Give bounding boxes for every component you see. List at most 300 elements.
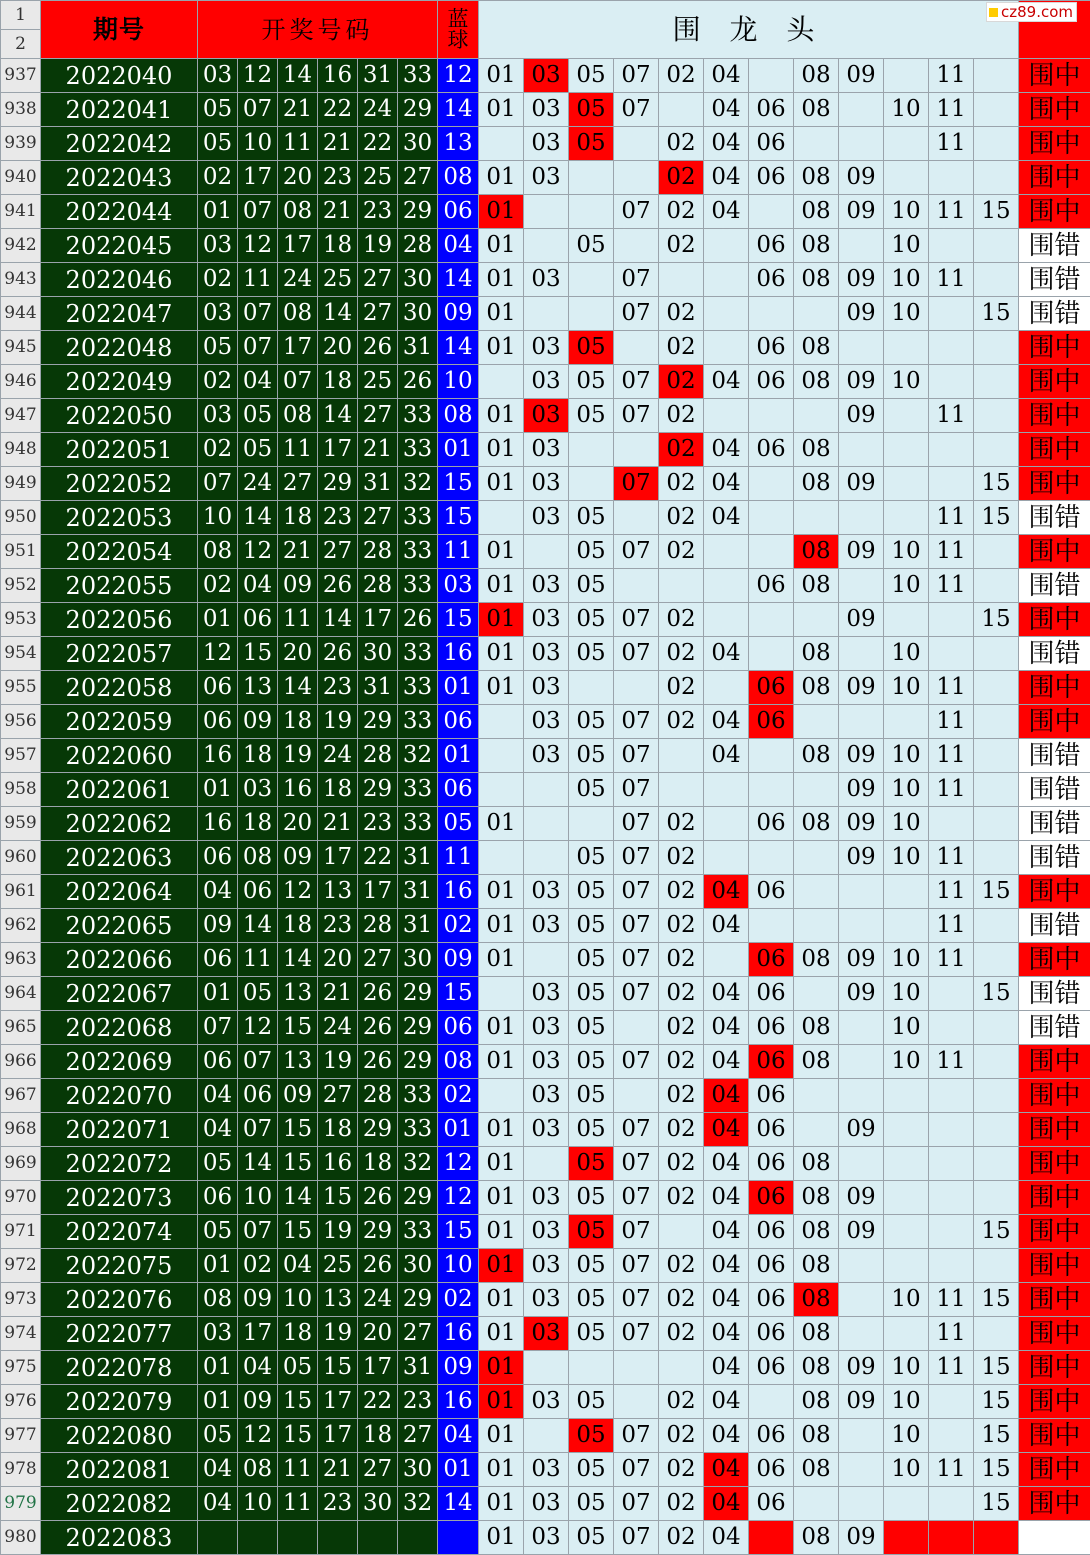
weilongtou-cell[interactable]	[974, 535, 1019, 569]
row-number[interactable]: 975	[1, 1351, 41, 1385]
weilongtou-cell[interactable]	[524, 841, 569, 875]
red-ball-cell[interactable]: 06	[198, 943, 238, 977]
result-cell[interactable]: 围中	[1019, 1317, 1090, 1351]
weilongtou-cell[interactable]: 03	[524, 671, 569, 705]
blue-ball-cell[interactable]: 15	[438, 603, 479, 637]
weilongtou-cell[interactable]	[839, 501, 884, 535]
blue-ball-cell[interactable]: 14	[438, 1487, 479, 1521]
weilongtou-cell[interactable]: 07	[614, 195, 659, 229]
period-cell[interactable]: 2022075	[41, 1249, 198, 1283]
weilongtou-cell[interactable]: 01	[479, 161, 524, 195]
weilongtou-cell[interactable]: 10	[884, 1385, 929, 1419]
red-ball-cell[interactable]: 27	[358, 501, 398, 535]
weilongtou-cell[interactable]: 07	[614, 1487, 659, 1521]
weilongtou-cell[interactable]	[929, 603, 974, 637]
weilongtou-header[interactable]: 围 龙 头	[479, 1, 1019, 59]
weilongtou-cell[interactable]: 15	[974, 297, 1019, 331]
red-ball-cell[interactable]: 22	[358, 127, 398, 161]
weilongtou-cell[interactable]: 15	[974, 875, 1019, 909]
weilongtou-cell[interactable]: 03	[524, 263, 569, 297]
weilongtou-cell[interactable]: 04	[704, 93, 749, 127]
weilongtou-cell[interactable]: 09	[839, 807, 884, 841]
weilongtou-cell[interactable]: 07	[614, 1181, 659, 1215]
red-ball-cell[interactable]: 14	[278, 671, 318, 705]
weilongtou-cell[interactable]	[569, 433, 614, 467]
weilongtou-cell[interactable]: 05	[569, 1113, 614, 1147]
weilongtou-cell[interactable]	[704, 229, 749, 263]
weilongtou-cell[interactable]: 08	[794, 263, 839, 297]
weilongtou-cell[interactable]	[839, 127, 884, 161]
weilongtou-cell[interactable]	[929, 1113, 974, 1147]
red-ball-cell[interactable]: 05	[238, 433, 278, 467]
red-ball-cell[interactable]: 29	[398, 1045, 438, 1079]
red-ball-cell[interactable]: 21	[318, 807, 358, 841]
weilongtou-cell[interactable]	[749, 535, 794, 569]
weilongtou-cell[interactable]: 01	[479, 1045, 524, 1079]
red-ball-cell[interactable]: 29	[398, 195, 438, 229]
red-ball-cell[interactable]: 26	[358, 1011, 398, 1045]
weilongtou-cell[interactable]: 07	[614, 841, 659, 875]
weilongtou-cell[interactable]	[884, 59, 929, 93]
weilongtou-cell[interactable]: 02	[659, 535, 704, 569]
site-logo[interactable]	[986, 2, 1077, 22]
blue-ball-cell[interactable]: 06	[438, 1011, 479, 1045]
weilongtou-cell[interactable]: 02	[659, 1453, 704, 1487]
weilongtou-cell[interactable]	[839, 93, 884, 127]
weilongtou-cell[interactable]: 02	[659, 1419, 704, 1453]
red-ball-cell[interactable]: 04	[198, 1079, 238, 1113]
weilongtou-cell[interactable]: 07	[614, 1045, 659, 1079]
weilongtou-cell[interactable]	[884, 161, 929, 195]
red-ball-cell[interactable]: 21	[278, 93, 318, 127]
result-cell[interactable]: 围中	[1019, 705, 1090, 739]
row-number[interactable]: 941	[1, 195, 41, 229]
red-ball-cell[interactable]: 03	[198, 297, 238, 331]
weilongtou-cell[interactable]: 05	[569, 365, 614, 399]
weilongtou-cell[interactable]	[839, 1011, 884, 1045]
red-ball-cell[interactable]: 13	[238, 671, 278, 705]
weilongtou-cell[interactable]: 06	[749, 1215, 794, 1249]
red-ball-cell[interactable]: 23	[318, 161, 358, 195]
red-ball-cell[interactable]: 27	[358, 297, 398, 331]
weilongtou-cell[interactable]	[524, 297, 569, 331]
red-ball-cell[interactable]: 18	[318, 1113, 358, 1147]
weilongtou-cell[interactable]	[479, 705, 524, 739]
red-ball-cell[interactable]: 32	[398, 1487, 438, 1521]
weilongtou-cell[interactable]: 07	[614, 1113, 659, 1147]
red-ball-cell[interactable]: 27	[398, 161, 438, 195]
weilongtou-cell[interactable]	[974, 433, 1019, 467]
weilongtou-cell[interactable]: 04	[704, 1283, 749, 1317]
row-number[interactable]: 979	[1, 1487, 41, 1521]
blue-ball-cell[interactable]: 06	[438, 773, 479, 807]
red-ball-cell[interactable]: 05	[238, 977, 278, 1011]
weilongtou-cell[interactable]: 09	[839, 1385, 884, 1419]
weilongtou-cell[interactable]: 10	[884, 297, 929, 331]
weilongtou-cell[interactable]: 15	[974, 1453, 1019, 1487]
weilongtou-cell[interactable]: 05	[569, 399, 614, 433]
blue-ball-cell[interactable]: 11	[438, 841, 479, 875]
red-ball-cell[interactable]: 14	[318, 297, 358, 331]
blue-ball-cell[interactable]: 04	[438, 229, 479, 263]
weilongtou-cell[interactable]: 02	[659, 875, 704, 909]
result-cell[interactable]: 围错	[1019, 263, 1090, 297]
weilongtou-cell[interactable]: 04	[704, 977, 749, 1011]
period-cell[interactable]: 2022041	[41, 93, 198, 127]
weilongtou-cell[interactable]: 02	[659, 229, 704, 263]
row-number[interactable]: 964	[1, 977, 41, 1011]
weilongtou-cell[interactable]: 02	[659, 603, 704, 637]
weilongtou-hit-cell[interactable]: 02	[659, 365, 704, 399]
weilongtou-cell[interactable]	[614, 161, 659, 195]
result-cell[interactable]: 围错	[1019, 569, 1090, 603]
weilongtou-cell[interactable]: 07	[614, 705, 659, 739]
red-ball-cell[interactable]: 33	[398, 671, 438, 705]
weilongtou-cell[interactable]: 02	[659, 1181, 704, 1215]
period-cell[interactable]: 2022055	[41, 569, 198, 603]
weilongtou-cell[interactable]: 09	[839, 161, 884, 195]
weilongtou-cell[interactable]: 01	[479, 59, 524, 93]
blue-ball-cell[interactable]: 02	[438, 909, 479, 943]
period-cell[interactable]: 2022074	[41, 1215, 198, 1249]
red-ball-cell[interactable]: 33	[398, 1215, 438, 1249]
weilongtou-cell[interactable]	[839, 229, 884, 263]
weilongtou-cell[interactable]: 03	[524, 739, 569, 773]
weilongtou-cell[interactable]: 04	[704, 501, 749, 535]
red-ball-cell[interactable]: 28	[358, 1079, 398, 1113]
red-ball-cell[interactable]: 06	[238, 1079, 278, 1113]
weilongtou-cell[interactable]: 07	[614, 773, 659, 807]
red-ball-cell[interactable]: 08	[238, 1453, 278, 1487]
weilongtou-hit-cell[interactable]: 01	[479, 1249, 524, 1283]
weilongtou-cell[interactable]	[974, 841, 1019, 875]
red-ball-cell[interactable]: 07	[238, 331, 278, 365]
weilongtou-cell[interactable]: 07	[614, 1317, 659, 1351]
weilongtou-cell[interactable]	[614, 671, 659, 705]
red-ball-cell[interactable]: 09	[238, 1385, 278, 1419]
red-ball-cell[interactable]: 29	[398, 1181, 438, 1215]
weilongtou-cell[interactable]	[974, 909, 1019, 943]
weilongtou-cell[interactable]	[884, 875, 929, 909]
red-ball-cell[interactable]: 13	[278, 977, 318, 1011]
weilongtou-cell[interactable]	[929, 1181, 974, 1215]
weilongtou-cell[interactable]: 03	[524, 977, 569, 1011]
weilongtou-cell[interactable]: 02	[659, 1011, 704, 1045]
red-ball-cell[interactable]	[358, 1521, 398, 1555]
result-cell[interactable]: 围中	[1019, 1181, 1090, 1215]
weilongtou-cell[interactable]: 02	[659, 807, 704, 841]
weilongtou-cell[interactable]: 02	[659, 1045, 704, 1079]
row-number[interactable]: 969	[1, 1147, 41, 1181]
weilongtou-cell[interactable]	[749, 297, 794, 331]
blue-ball-cell[interactable]: 01	[438, 671, 479, 705]
weilongtou-cell[interactable]	[929, 161, 974, 195]
red-ball-cell[interactable]: 33	[398, 807, 438, 841]
weilongtou-cell[interactable]: 04	[704, 1249, 749, 1283]
weilongtou-cell[interactable]: 07	[614, 739, 659, 773]
weilongtou-cell[interactable]: 15	[974, 1215, 1019, 1249]
red-ball-cell[interactable]: 12	[238, 59, 278, 93]
weilongtou-cell[interactable]	[524, 229, 569, 263]
weilongtou-cell[interactable]	[839, 1079, 884, 1113]
red-ball-cell[interactable]: 06	[238, 603, 278, 637]
weilongtou-cell[interactable]: 03	[524, 1385, 569, 1419]
period-cell[interactable]: 2022066	[41, 943, 198, 977]
red-ball-cell[interactable]: 14	[238, 501, 278, 535]
weilongtou-cell[interactable]: 02	[659, 1079, 704, 1113]
row-number[interactable]: 957	[1, 739, 41, 773]
weilongtou-cell[interactable]	[659, 569, 704, 603]
weilongtou-cell[interactable]: 04	[704, 909, 749, 943]
weilongtou-cell[interactable]: 11	[929, 841, 974, 875]
red-ball-cell[interactable]: 26	[358, 1045, 398, 1079]
red-ball-cell[interactable]: 20	[358, 1317, 398, 1351]
weilongtou-cell[interactable]	[524, 535, 569, 569]
weilongtou-cell[interactable]: 04	[704, 1317, 749, 1351]
red-ball-cell[interactable]: 17	[358, 875, 398, 909]
weilongtou-hit-cell[interactable]: 04	[704, 1487, 749, 1521]
weilongtou-cell[interactable]: 02	[659, 1147, 704, 1181]
blue-ball-cell[interactable]: 14	[438, 263, 479, 297]
weilongtou-cell[interactable]	[884, 909, 929, 943]
result-cell[interactable]: 围错	[1019, 977, 1090, 1011]
weilongtou-cell[interactable]: 03	[524, 637, 569, 671]
red-ball-cell[interactable]: 18	[318, 773, 358, 807]
weilongtou-cell[interactable]: 05	[569, 1283, 614, 1317]
red-ball-cell[interactable]: 12	[238, 229, 278, 263]
weilongtou-cell[interactable]	[974, 1011, 1019, 1045]
red-ball-cell[interactable]: 17	[358, 603, 398, 637]
weilongtou-cell[interactable]	[929, 297, 974, 331]
weilongtou-cell[interactable]	[974, 1045, 1019, 1079]
weilongtou-cell[interactable]	[749, 467, 794, 501]
weilongtou-cell[interactable]	[839, 331, 884, 365]
weilongtou-hit-cell[interactable]: 04	[704, 875, 749, 909]
red-ball-cell[interactable]: 24	[358, 93, 398, 127]
weilongtou-cell[interactable]: 01	[479, 1317, 524, 1351]
weilongtou-hit-cell[interactable]	[929, 1521, 974, 1555]
weilongtou-cell[interactable]	[524, 195, 569, 229]
weilongtou-cell[interactable]	[839, 1317, 884, 1351]
weilongtou-cell[interactable]	[974, 773, 1019, 807]
weilongtou-cell[interactable]: 03	[524, 467, 569, 501]
red-ball-cell[interactable]: 23	[318, 501, 358, 535]
weilongtou-cell[interactable]: 05	[569, 909, 614, 943]
weilongtou-cell[interactable]: 04	[704, 365, 749, 399]
row-number[interactable]: 1	[1, 1, 41, 30]
weilongtou-hit-cell[interactable]: 04	[704, 1079, 749, 1113]
weilongtou-cell[interactable]: 03	[524, 1487, 569, 1521]
weilongtou-cell[interactable]: 10	[884, 739, 929, 773]
weilongtou-cell[interactable]: 04	[704, 1045, 749, 1079]
period-cell[interactable]: 2022077	[41, 1317, 198, 1351]
red-ball-cell[interactable]: 09	[238, 1283, 278, 1317]
weilongtou-hit-cell[interactable]: 05	[569, 1215, 614, 1249]
red-ball-cell[interactable]: 21	[318, 977, 358, 1011]
weilongtou-cell[interactable]	[479, 977, 524, 1011]
red-ball-cell[interactable]: 33	[398, 535, 438, 569]
weilongtou-cell[interactable]: 03	[524, 433, 569, 467]
weilongtou-hit-cell[interactable]: 06	[749, 1181, 794, 1215]
red-ball-cell[interactable]: 03	[198, 59, 238, 93]
red-ball-cell[interactable]: 26	[358, 1249, 398, 1283]
row-number[interactable]: 946	[1, 365, 41, 399]
weilongtou-cell[interactable]: 05	[569, 1385, 614, 1419]
red-ball-cell[interactable]: 15	[278, 1147, 318, 1181]
weilongtou-cell[interactable]: 03	[524, 603, 569, 637]
weilongtou-cell[interactable]	[929, 433, 974, 467]
red-ball-cell[interactable]: 18	[278, 1317, 318, 1351]
red-ball-cell[interactable]: 05	[198, 127, 238, 161]
weilongtou-cell[interactable]: 10	[884, 229, 929, 263]
red-ball-cell[interactable]	[198, 1521, 238, 1555]
weilongtou-cell[interactable]: 09	[839, 263, 884, 297]
weilongtou-cell[interactable]	[884, 501, 929, 535]
weilongtou-cell[interactable]: 08	[794, 637, 839, 671]
red-ball-cell[interactable]: 16	[278, 773, 318, 807]
weilongtou-cell[interactable]: 08	[794, 467, 839, 501]
weilongtou-cell[interactable]: 05	[569, 637, 614, 671]
red-ball-cell[interactable]: 13	[318, 875, 358, 909]
weilongtou-cell[interactable]: 02	[659, 59, 704, 93]
period-cell[interactable]: 2022050	[41, 399, 198, 433]
weilongtou-cell[interactable]: 10	[884, 1351, 929, 1385]
red-ball-cell[interactable]: 23	[398, 1385, 438, 1419]
red-ball-cell[interactable]: 22	[358, 1385, 398, 1419]
weilongtou-cell[interactable]	[974, 637, 1019, 671]
weilongtou-cell[interactable]: 03	[524, 1181, 569, 1215]
weilongtou-cell[interactable]	[974, 1317, 1019, 1351]
weilongtou-cell[interactable]: 07	[614, 1147, 659, 1181]
weilongtou-hit-cell[interactable]: 06	[749, 705, 794, 739]
red-ball-cell[interactable]: 27	[398, 1317, 438, 1351]
result-cell[interactable]: 围错	[1019, 773, 1090, 807]
red-ball-cell[interactable]: 10	[278, 1283, 318, 1317]
row-number[interactable]: 962	[1, 909, 41, 943]
result-cell[interactable]: 围错	[1019, 637, 1090, 671]
weilongtou-cell[interactable]: 03	[524, 569, 569, 603]
red-ball-cell[interactable]: 33	[398, 59, 438, 93]
weilongtou-cell[interactable]	[974, 705, 1019, 739]
row-number[interactable]: 943	[1, 263, 41, 297]
weilongtou-cell[interactable]	[974, 399, 1019, 433]
red-ball-cell[interactable]: 19	[278, 739, 318, 773]
red-ball-cell[interactable]: 07	[238, 1113, 278, 1147]
red-ball-cell[interactable]: 09	[278, 1079, 318, 1113]
red-ball-cell[interactable]: 04	[238, 365, 278, 399]
red-ball-cell[interactable]: 02	[198, 365, 238, 399]
weilongtou-cell[interactable]	[839, 1283, 884, 1317]
weilongtou-cell[interactable]: 02	[659, 705, 704, 739]
weilongtou-cell[interactable]: 08	[794, 1317, 839, 1351]
blue-ball-cell[interactable]: 01	[438, 1113, 479, 1147]
weilongtou-cell[interactable]: 10	[884, 195, 929, 229]
weilongtou-cell[interactable]: 11	[929, 671, 974, 705]
row-number[interactable]: 960	[1, 841, 41, 875]
result-cell[interactable]: 围中	[1019, 1487, 1090, 1521]
weilongtou-cell[interactable]: 10	[884, 943, 929, 977]
red-ball-cell[interactable]: 12	[198, 637, 238, 671]
weilongtou-cell[interactable]: 01	[479, 671, 524, 705]
red-ball-cell[interactable]: 33	[398, 569, 438, 603]
weilongtou-cell[interactable]: 07	[614, 909, 659, 943]
weilongtou-cell[interactable]: 06	[749, 161, 794, 195]
weilongtou-cell[interactable]: 09	[839, 399, 884, 433]
period-cell[interactable]: 2022058	[41, 671, 198, 705]
weilongtou-cell[interactable]: 11	[929, 705, 974, 739]
red-ball-cell[interactable]: 12	[238, 1011, 278, 1045]
red-ball-cell[interactable]: 12	[238, 535, 278, 569]
weilongtou-cell[interactable]	[524, 943, 569, 977]
weilongtou-cell[interactable]: 04	[704, 705, 749, 739]
red-ball-cell[interactable]: 33	[398, 399, 438, 433]
red-ball-cell[interactable]: 07	[238, 1045, 278, 1079]
weilongtou-cell[interactable]: 08	[794, 161, 839, 195]
weilongtou-cell[interactable]	[704, 773, 749, 807]
weilongtou-cell[interactable]: 09	[839, 841, 884, 875]
weilongtou-cell[interactable]: 08	[794, 1011, 839, 1045]
weilongtou-cell[interactable]: 09	[839, 773, 884, 807]
weilongtou-hit-cell[interactable]: 03	[524, 1317, 569, 1351]
red-ball-cell[interactable]: 09	[278, 569, 318, 603]
red-ball-cell[interactable]: 19	[318, 705, 358, 739]
period-cell[interactable]: 2022042	[41, 127, 198, 161]
weilongtou-cell[interactable]: 02	[659, 1283, 704, 1317]
red-ball-cell[interactable]: 06	[198, 841, 238, 875]
red-ball-cell[interactable]: 08	[238, 841, 278, 875]
red-ball-cell[interactable]: 32	[398, 1147, 438, 1181]
weilongtou-hit-cell[interactable]: 05	[569, 331, 614, 365]
row-number[interactable]: 966	[1, 1045, 41, 1079]
weilongtou-hit-cell[interactable]: 03	[524, 59, 569, 93]
weilongtou-cell[interactable]: 06	[749, 1113, 794, 1147]
weilongtou-cell[interactable]	[839, 1045, 884, 1079]
weilongtou-cell[interactable]: 06	[749, 93, 794, 127]
blue-ball-cell[interactable]: 04	[438, 1419, 479, 1453]
red-ball-cell[interactable]: 05	[238, 399, 278, 433]
weilongtou-cell[interactable]: 10	[884, 535, 929, 569]
weilongtou-cell[interactable]	[569, 297, 614, 331]
weilongtou-cell[interactable]	[929, 637, 974, 671]
weilongtou-cell[interactable]	[749, 637, 794, 671]
red-ball-cell[interactable]: 29	[358, 1215, 398, 1249]
red-ball-cell[interactable]: 24	[358, 1283, 398, 1317]
weilongtou-cell[interactable]	[704, 535, 749, 569]
red-ball-cell[interactable]: 07	[238, 195, 278, 229]
weilongtou-cell[interactable]: 10	[884, 1453, 929, 1487]
weilongtou-hit-cell[interactable]: 02	[659, 161, 704, 195]
result-cell[interactable]: 围中	[1019, 1453, 1090, 1487]
red-ball-cell[interactable]: 05	[198, 1215, 238, 1249]
weilongtou-cell[interactable]: 15	[974, 195, 1019, 229]
period-cell[interactable]: 2022068	[41, 1011, 198, 1045]
weilongtou-cell[interactable]: 02	[659, 909, 704, 943]
red-ball-cell[interactable]: 25	[358, 161, 398, 195]
weilongtou-cell[interactable]	[569, 807, 614, 841]
period-cell[interactable]: 2022052	[41, 467, 198, 501]
weilongtou-cell[interactable]	[659, 1351, 704, 1385]
weilongtou-cell[interactable]	[884, 1181, 929, 1215]
weilongtou-cell[interactable]: 11	[929, 263, 974, 297]
result-cell[interactable]: 围中	[1019, 1419, 1090, 1453]
weilongtou-cell[interactable]	[929, 1419, 974, 1453]
weilongtou-cell[interactable]: 06	[749, 569, 794, 603]
weilongtou-cell[interactable]	[974, 1147, 1019, 1181]
weilongtou-cell[interactable]: 03	[524, 1215, 569, 1249]
weilongtou-cell[interactable]	[749, 841, 794, 875]
blue-ball-cell[interactable]: 11	[438, 535, 479, 569]
weilongtou-cell[interactable]: 05	[569, 875, 614, 909]
